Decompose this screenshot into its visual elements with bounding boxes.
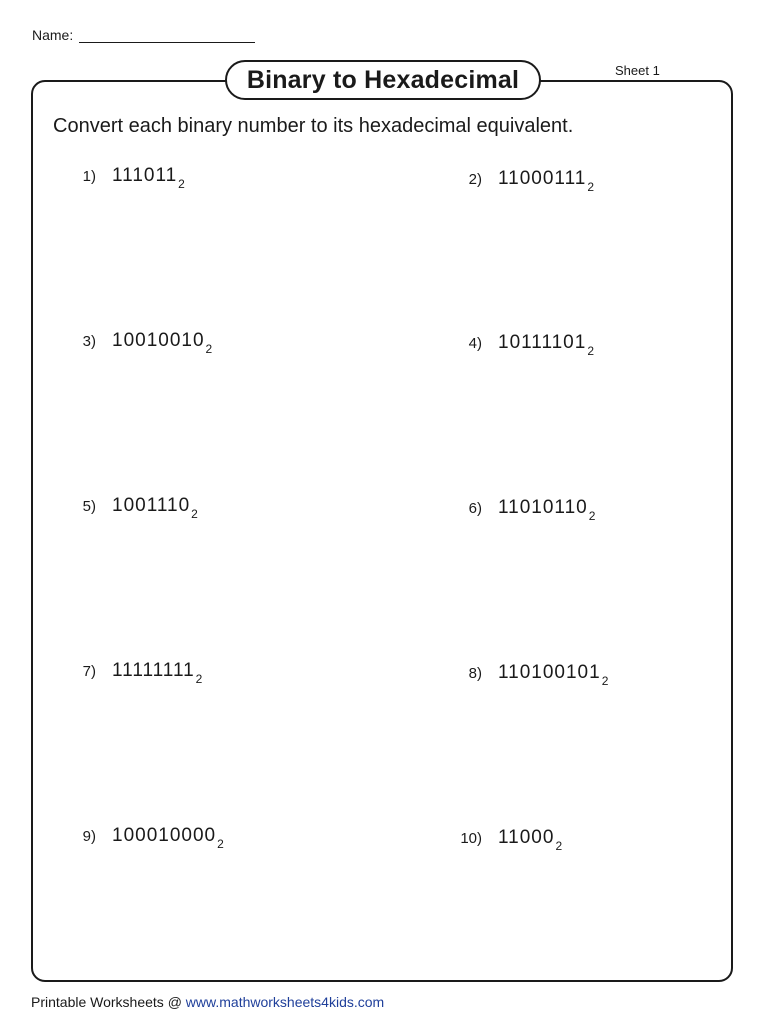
worksheet-title: Binary to Hexadecimal (225, 60, 541, 100)
name-field-row (32, 24, 255, 43)
problem-number: 4) (468, 335, 482, 352)
base-subscript: 2 (601, 674, 609, 688)
problem-item (456, 827, 563, 853)
base-subscript: 2 (555, 839, 563, 853)
footer (31, 994, 384, 1010)
base-subscript: 2 (205, 342, 213, 356)
problem-item (456, 662, 609, 688)
problem-item (80, 330, 213, 356)
binary-value: 110100101 (498, 662, 601, 683)
binary-value: 11010110 (498, 497, 588, 518)
binary-value: 100010000 (112, 825, 217, 846)
base-subscript: 2 (588, 509, 596, 523)
base-subscript: 2 (587, 344, 594, 358)
problem-number: 6) (468, 500, 482, 517)
problem-number: 2) (468, 171, 482, 188)
binary-value: 10010010 (112, 330, 205, 351)
binary-value: 11000111 (498, 168, 587, 189)
problem-number: 5) (82, 498, 96, 515)
footer-website-link[interactable]: www.mathworksheets4kids.com (185, 994, 385, 1010)
problem-item (456, 497, 596, 523)
problem-number: 8) (468, 665, 482, 682)
binary-value: 1001110 (112, 495, 191, 516)
base-subscript: 2 (178, 177, 185, 191)
base-subscript: 2 (217, 837, 224, 851)
problem-item (456, 332, 594, 358)
problem-number: 1) (82, 168, 96, 185)
problem-number: 3) (82, 333, 96, 350)
binary-value: 10111101 (498, 332, 587, 353)
problem-item (456, 168, 594, 194)
instructions-text: Convert each binary number to its hexadecimal equivalent. (53, 115, 574, 137)
binary-value: 11111111 (112, 660, 195, 681)
base-subscript: 2 (195, 672, 203, 686)
footer-prefix: Printable Worksheets @ (31, 994, 186, 1010)
base-subscript: 2 (191, 507, 198, 521)
problem-item (80, 825, 224, 851)
name-label: Name: (32, 27, 74, 43)
name-blank-line[interactable] (79, 24, 255, 43)
problem-item (80, 660, 203, 686)
problem-item (80, 165, 185, 191)
sheet-number: Sheet 1 (615, 63, 660, 78)
base-subscript: 2 (587, 180, 594, 194)
problem-number: 9) (82, 828, 96, 845)
problem-number: 10) (460, 830, 482, 847)
binary-value: 111011 (112, 165, 178, 186)
binary-value: 11000 (498, 827, 555, 848)
problem-number: 7) (82, 663, 96, 680)
problem-item (80, 495, 198, 521)
